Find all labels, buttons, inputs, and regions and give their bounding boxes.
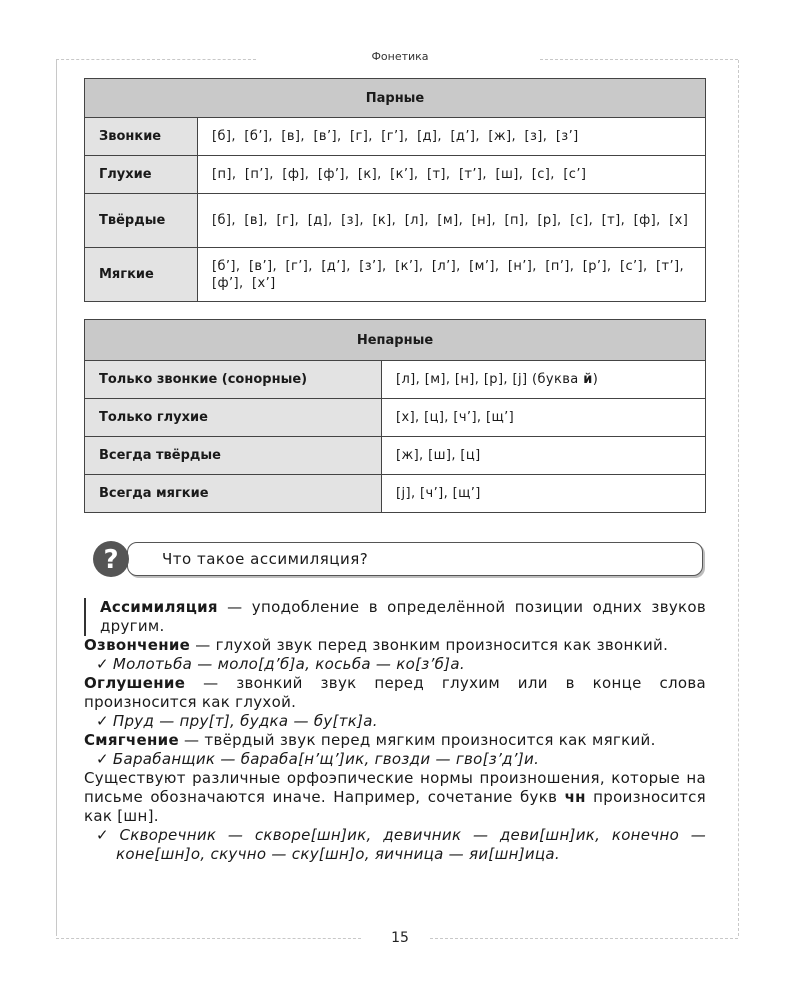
- check-icon: ✓: [96, 826, 116, 844]
- row-label: Только звонкие (сонорные): [85, 361, 382, 399]
- page-number: 15: [391, 930, 409, 946]
- check-icon: ✓: [96, 712, 109, 730]
- row-value: [х], [ц], [ч’], [щ’]: [382, 399, 706, 437]
- row-value: [л], [м], [н], [р], [j] (буква й): [382, 361, 706, 399]
- row-label: Только глухие: [85, 399, 382, 437]
- question-banner: [92, 540, 704, 578]
- unpaired-table-title: Непарные: [85, 320, 706, 361]
- orthoepy-note: Существуют различные орфоэпические нормы произношения, которые на письме обозначаются иначе. Например, сочетание букв чн произносится как [шн].: [84, 769, 706, 825]
- question-glyph: ?: [103, 545, 119, 575]
- row-label: Мягкие: [85, 248, 198, 302]
- question-text: Что такое ассимиляция?: [162, 550, 369, 568]
- row-label: Твёрдые: [85, 194, 198, 248]
- definition-devoicing: Оглушение — звонкий звук перед глухим или в конце слова произносится как глухой.: [84, 674, 706, 711]
- check-icon: ✓: [96, 750, 109, 768]
- row-label: Всегда мягкие: [85, 475, 382, 513]
- page-frame-left: [56, 60, 57, 936]
- page-frame-right: [738, 60, 739, 936]
- paired-table-title: Парные: [85, 79, 706, 118]
- example-softening: ✓ Барабанщик — бараба[н’щ’]ик, гвозди — гво[з’д’]и.: [96, 750, 540, 768]
- row-value: [ж], [ш], [ц]: [382, 437, 706, 475]
- example-devoicing: ✓ Пруд — пру[т], будка — бу[тк]а.: [96, 712, 378, 730]
- example-orthoepy: ✓ Скворечник — скворе[шн]ик, девичник — деви[шн]ик, конечно — коне[шн]о, скучно — ску[шн]о, яичница — яи[шн]ица.: [96, 826, 706, 863]
- row-value: [п], [п’], [ф], [ф’], [к], [к’], [т], [т’], [ш], [с], [с’]: [198, 156, 706, 194]
- example-voicing: ✓ Молотьба — моло[д’б]а, косьба — ко[з’б]а.: [96, 655, 465, 673]
- question-mark-icon: [92, 540, 130, 578]
- unpaired-consonants-table: [84, 319, 706, 513]
- definition-voicing: Озвончение — глухой звук перед звонким произносится как звонкий.: [84, 636, 669, 654]
- article-body: [84, 598, 706, 864]
- definition-assimilation: Ассимиляция — уподобление в определённой позиции одних звуков другим.: [84, 598, 706, 636]
- row-value: [j], [ч’], [щ’]: [382, 475, 706, 513]
- row-label: Глухие: [85, 156, 198, 194]
- row-label: Всегда твёрдые: [85, 437, 382, 475]
- row-value: [б], [в], [г], [д], [з], [к], [л], [м], [н], [п], [р], [с], [т], [ф], [х]: [198, 194, 706, 248]
- row-value: [б’], [в’], [г’], [д’], [з’], [к’], [л’], [м’], [н’], [п’], [р’], [с’], [т’], [ф’], [х’]: [198, 248, 706, 302]
- row-label: Звонкие: [85, 118, 198, 156]
- running-head: Фонетика: [371, 50, 429, 63]
- check-icon: ✓: [96, 655, 109, 673]
- definition-softening: Смягчение — твёрдый звук перед мягким произносится как мягкий.: [84, 731, 656, 749]
- paired-consonants-table: [84, 78, 706, 302]
- row-value: [б], [б’], [в], [в’], [г], [г’], [д], [д’], [ж], [з], [з’]: [198, 118, 706, 156]
